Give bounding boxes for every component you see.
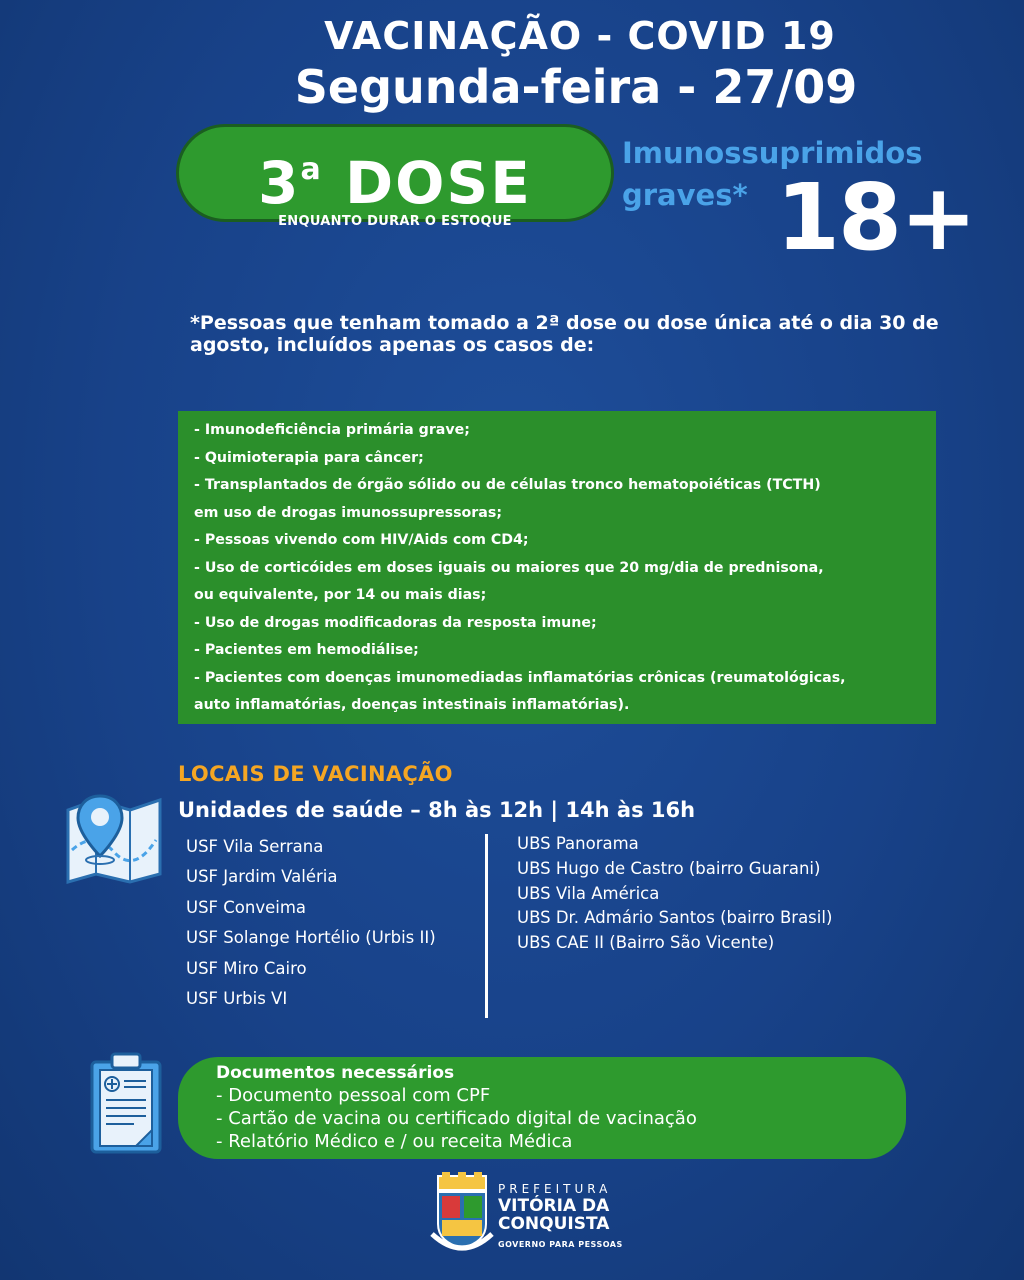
ubs-list bbox=[517, 832, 832, 956]
usf-list bbox=[186, 832, 436, 1014]
list-item: USF Conveima bbox=[186, 897, 307, 917]
document-item: - Relatório Médico e / ou receita Médica bbox=[216, 1131, 573, 1152]
dose-title bbox=[179, 135, 611, 218]
document-item: - Documento pessoal com CPF bbox=[216, 1085, 491, 1106]
list-item: UBS Dr. Admário Santos (bairro Brasil) bbox=[517, 908, 833, 928]
condition-line: - Pacientes com doenças imunomediadas inflamatórias crônicas (reumatológicas, bbox=[194, 669, 846, 686]
list-item: USF Vila Serrana bbox=[186, 837, 324, 856]
document-item: - Cartão de vacina ou certificado digital de vacinação bbox=[216, 1108, 697, 1129]
list-item: UBS Hugo de Castro (bairro Guarani) bbox=[517, 858, 821, 878]
condition-line: - Pessoas vivendo com HIV/Aids com CD4; bbox=[194, 532, 529, 548]
eligibility-note: *Pessoas que tenham tomado a 2ª dose ou dose única até o dia 30 de agosto, incluídos apenas os casos de: bbox=[190, 312, 939, 356]
condition-line: - Pacientes em hemodiálise; bbox=[194, 642, 419, 658]
clipboard-icon bbox=[88, 1052, 164, 1156]
list-item: UBS Panorama bbox=[517, 834, 639, 853]
condition-line: - Quimioterapia para câncer; bbox=[194, 449, 424, 466]
condition-line: - Uso de drogas modificadoras da resposta imune; bbox=[194, 614, 597, 631]
logo-name-line1: VITÓRIA DA bbox=[498, 1196, 610, 1216]
documents-title: Documentos necessários bbox=[216, 1063, 455, 1083]
list-item: USF Miro Cairo bbox=[186, 958, 307, 978]
documents-box bbox=[178, 1057, 906, 1159]
dose-word: DOSE bbox=[344, 149, 532, 217]
condition-line: - Imunodeficiência primária grave; bbox=[194, 422, 470, 438]
condition-line: ou equivalente, por 14 ou mais dias; bbox=[194, 587, 487, 603]
list-item: UBS Vila América bbox=[517, 883, 660, 903]
age-badge: 18+ bbox=[776, 164, 976, 271]
list-item: USF Solange Hortélio (Urbis II) bbox=[186, 928, 436, 948]
dose-ordinal: a bbox=[300, 152, 323, 187]
logo-prefix: PREFEITURA bbox=[498, 1182, 612, 1196]
list-item: UBS CAE II (Bairro São Vicente) bbox=[517, 933, 775, 953]
column-divider bbox=[485, 834, 488, 1018]
list-item: USF Urbis VI bbox=[186, 989, 288, 1009]
locations-subheading: Unidades de saúde – 8h às 12h | 14h às 16h bbox=[178, 798, 696, 822]
condition-line: - Transplantados de órgão sólido ou de células tronco hematopoiéticas (TCTH) bbox=[194, 477, 821, 493]
audience-line2: graves* bbox=[622, 178, 748, 212]
logo-tagline: GOVERNO PARA PESSOAS bbox=[498, 1240, 623, 1249]
dose-badge bbox=[176, 124, 614, 229]
condition-line: - Uso de corticóides em doses iguais ou maiores que 20 mg/dia de prednisona, bbox=[194, 559, 824, 576]
map-pin-icon bbox=[64, 790, 164, 884]
dose-number: 3 bbox=[258, 149, 301, 217]
dose-subtitle: ENQUANTO DURAR O ESTOQUE bbox=[278, 214, 512, 229]
condition-line: em uso de drogas imunossupressoras; bbox=[194, 504, 502, 521]
header-date: Segunda-feira - 27/09 bbox=[294, 60, 858, 114]
list-item: USF Jardim Valéria bbox=[186, 867, 338, 887]
logo-name-line2: CONQUISTA bbox=[498, 1214, 610, 1234]
conditions-box bbox=[178, 411, 936, 724]
city-seal-icon bbox=[428, 1172, 496, 1258]
locations-heading: LOCAIS DE VACINAÇÃO bbox=[178, 762, 453, 786]
header-title: VACINAÇÃO - COVID 19 bbox=[324, 14, 836, 58]
condition-line: auto inflamatórias, doenças intestinais inflamatórias). bbox=[194, 697, 630, 713]
audience-line1: Imunossuprimidos bbox=[622, 136, 923, 170]
